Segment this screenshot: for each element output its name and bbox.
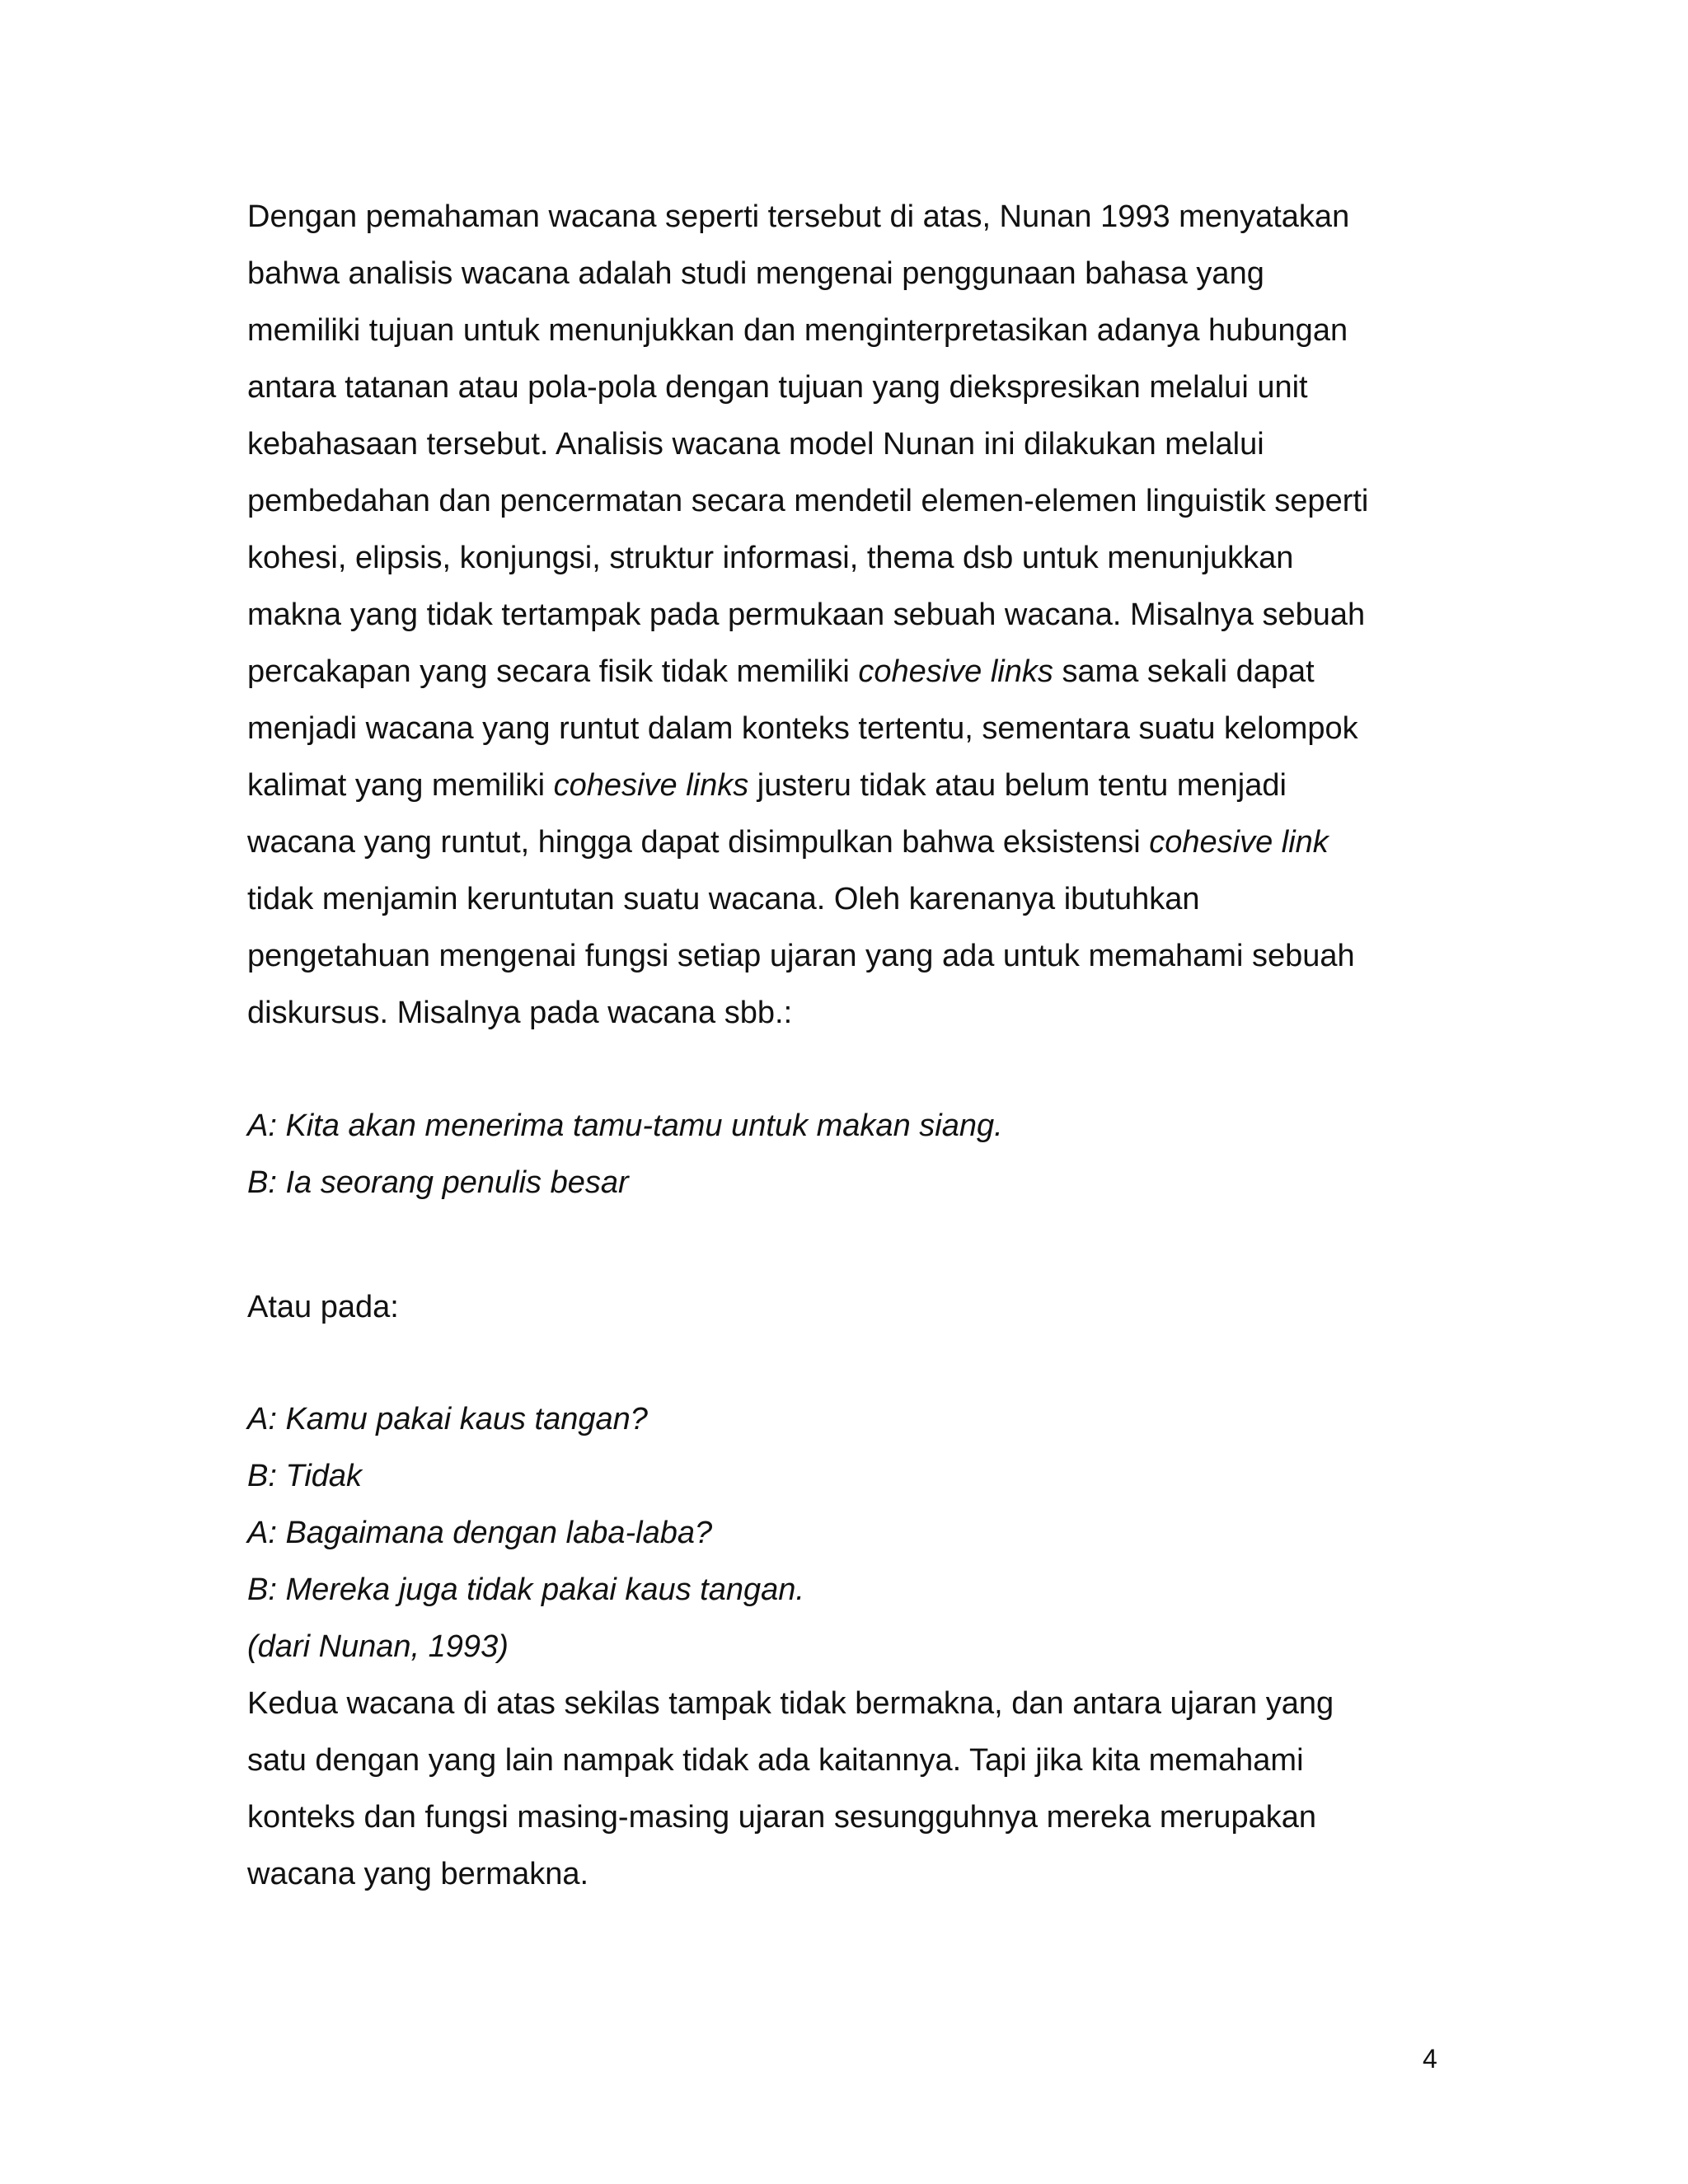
dialog-line: A: Kita akan menerima tamu-tamu untuk makan siang. — [247, 1108, 1003, 1143]
paragraph-line: percakapan yang secara fisik tidak memiliki cohesive links sama sekali dapat — [247, 654, 1315, 689]
dialog-line: B: Tidak — [247, 1459, 363, 1493]
paragraph-line: menjadi wacana yang runtut dalam konteks tertentu, sementara suatu kelompok — [247, 711, 1358, 746]
italic-term: cohesive links — [553, 768, 749, 803]
atau-pada-label: Atau pada: — [247, 1290, 399, 1324]
paragraph-line: kohesi, elipsis, konjungsi, struktur informasi, thema dsb untuk menunjukkan — [247, 541, 1294, 575]
transition-text — [247, 1279, 1451, 1336]
dialog-line: B: Ia seorang penulis besar — [247, 1165, 629, 1200]
paragraph-line: memiliki tujuan untuk menunjukkan dan menginterpretasikan adanya hubungan — [247, 313, 1348, 348]
paragraph-line: pengetahuan mengenai fungsi setiap ujaran yang ada untuk memahami sebuah — [247, 939, 1355, 973]
paragraph-line: tidak menjamin keruntutan suatu wacana. Oleh karenanya ibutuhkan — [247, 882, 1200, 916]
dialog-line: B: Mereka juga tidak pakai kaus tangan. — [247, 1572, 804, 1607]
paragraph-line: antara tatanan atau pola-pola dengan tujuan yang diekspresikan melalui unit — [247, 370, 1308, 405]
paragraph-line: wacana yang runtut, hingga dapat disimpulkan bahwa eksistensi cohesive link — [247, 825, 1329, 860]
dialog-line: A: Bagaimana dengan laba-laba? — [247, 1516, 713, 1550]
paragraph-line: bahwa analisis wacana adalah studi mengenai penggunaan bahasa yang — [247, 256, 1264, 291]
paragraph-line: diskursus. Misalnya pada wacana sbb.: — [247, 996, 793, 1030]
conclusion-line: Kedua wacana di atas sekilas tampak tidak bermakna, dan antara ujaran yang — [247, 1686, 1334, 1721]
paragraph-line: kalimat yang memiliki cohesive links justeru tidak atau belum tentu menjadi — [247, 768, 1287, 803]
conclusion-line: konteks dan fungsi masing-masing ujaran sesungguhnya mereka merupakan — [247, 1800, 1316, 1835]
paragraph-line: pembedahan dan pencermatan secara mendetil elemen-elemen linguistik seperti — [247, 484, 1369, 518]
italic-term: cohesive link — [1149, 825, 1329, 860]
paragraph-line: makna yang tidak tertampak pada permukaan sebuah wacana. Misalnya sebuah — [247, 598, 1366, 632]
paragraph-line: Dengan pemahaman wacana seperti tersebut di atas, Nunan 1993 menyatakan — [247, 199, 1350, 234]
citation: (dari Nunan, 1993) — [247, 1629, 509, 1664]
dialog-line: A: Kamu pakai kaus tangan? — [247, 1402, 648, 1436]
dialog-example-1 — [247, 1098, 1451, 1212]
dialog-example-2-and-conclusion — [247, 1391, 1451, 1903]
conclusion-line: satu dengan yang lain nampak tidak ada kaitannya. Tapi jika kita memahami — [247, 1743, 1304, 1778]
italic-term: cohesive links — [858, 654, 1053, 689]
page-number: 4 — [1423, 2044, 1437, 2074]
paragraph-line: kebahasaan tersebut. Analisis wacana model Nunan ini dilakukan melalui — [247, 427, 1264, 462]
conclusion-line: wacana yang bermakna. — [247, 1857, 589, 1891]
paragraph-discourse-analysis — [247, 189, 1451, 1042]
